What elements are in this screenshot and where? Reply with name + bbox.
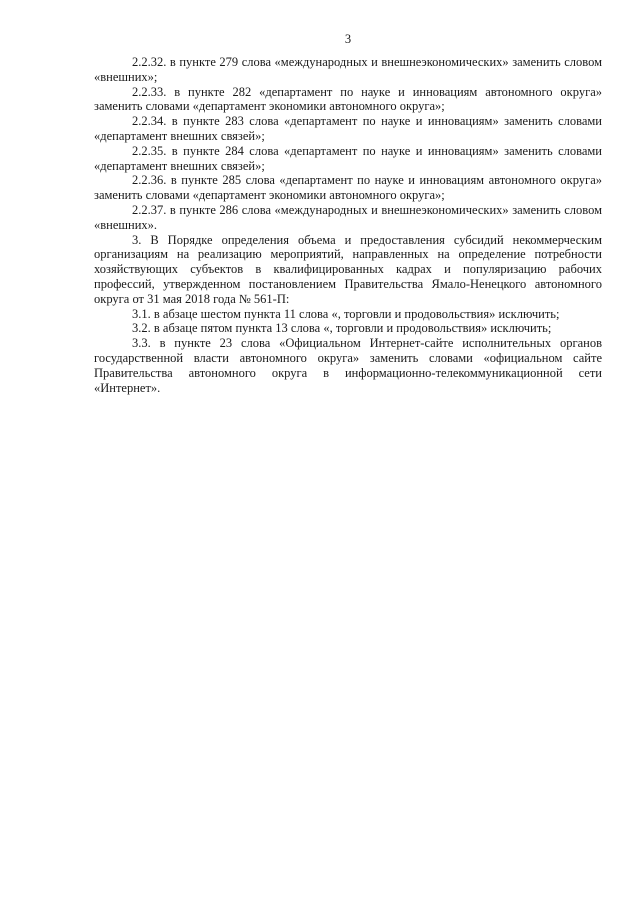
- paragraph-2-2-35: 2.2.35. в пункте 284 слова «департамент по науке и инновациям» заменить словами «департамент внешних связей»;: [94, 143, 602, 173]
- paragraph-2-2-34: 2.2.34. в пункте 283 слова «департамент по науке и инновациям» заменить словами «департамент внешних связей»;: [94, 114, 602, 143]
- paragraph-3: 3. В Порядке определения объема и предоставления субсидий некоммерческим организациям на реализацию мероприятий, направленных на определение потребности хозяйствующих субъектов в квалифицированных кадрах и популяризацию рабочих профессий, утвержденном постановлением Правительства Ямало-Ненецкого автономного округа от 31 мая 2018 года № 561-П:: [94, 232, 602, 306]
- document-body: [94, 55, 602, 395]
- paragraph-3-3: 3.3. в пункте 23 слова «Официальном Интернет-сайте исполнительных органов государственной власти автономного округа» заменить словами «официальном сайте Правительства автономного округа в информационно-телекоммуникационной сети «Интернет».: [94, 336, 602, 395]
- paragraph-2-2-33: 2.2.33. в пункте 282 «департамент по науке и инновациям автономного округа» заменить словами «департамент экономики автономного округа»;: [94, 84, 602, 114]
- paragraph-3-1: 3.1. в абзаце шестом пункта 11 слова «, торговли и продовольствия» исключить;: [132, 306, 560, 321]
- paragraph-2-2-36: 2.2.36. в пункте 285 слова «департамент по науке и инновациям автономного округа» заменить словами «департамент экономики автономного округа»;: [94, 173, 602, 203]
- paragraph-2-2-32: 2.2.32. в пункте 279 слова «международных и внешнеэкономических» заменить словом «внешних»;: [94, 55, 602, 84]
- paragraph-3-2: 3.2. в абзаце пятом пункта 13 слова «, торговли и продовольствия» исключить;: [132, 321, 552, 336]
- paragraph-2-2-37: 2.2.37. в пункте 286 слова «международных и внешнеэкономических» заменить словом «внешних».: [94, 202, 602, 232]
- page-number: 3: [344, 32, 352, 46]
